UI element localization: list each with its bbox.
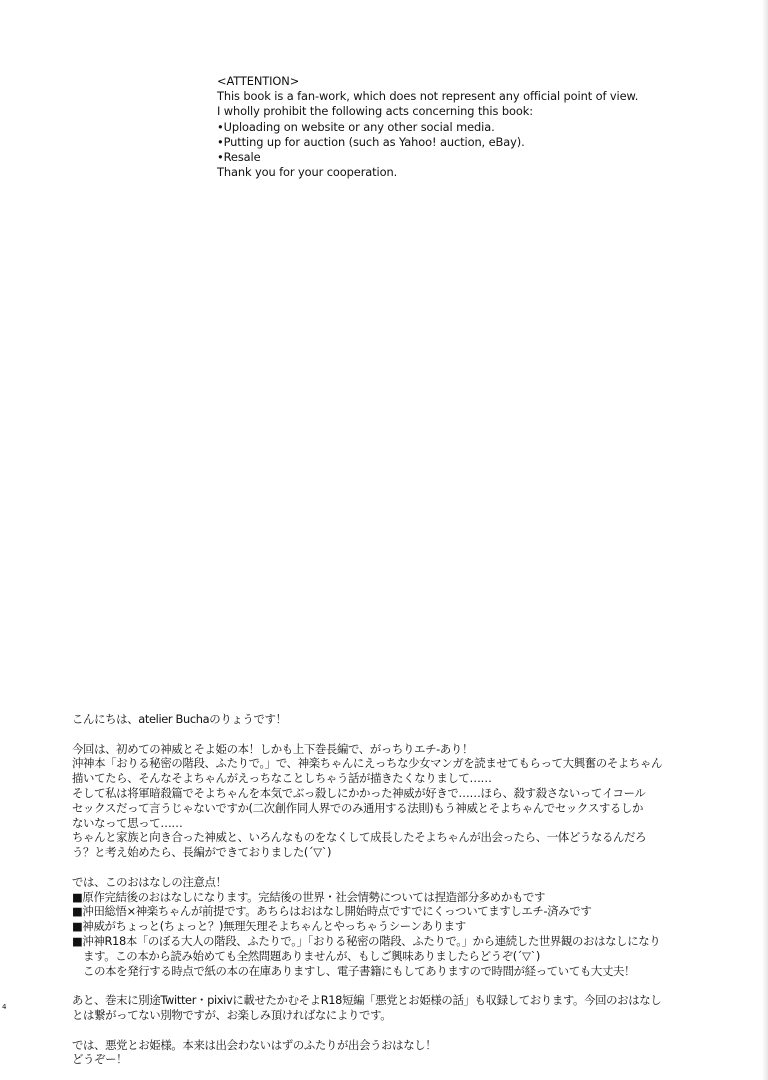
attention-notice bbox=[217, 74, 717, 180]
note-item: ■沖神R18本「のぼる大人の階段、ふたりで。」「おりる秘密の階段、ふたりで。」から連続した世界観のおはなしになり bbox=[72, 933, 661, 948]
notes-heading: では、このおはなしの注意点！ bbox=[72, 874, 227, 889]
page-number: 4 bbox=[2, 1003, 7, 1011]
page-edge bbox=[762, 0, 768, 1080]
attention-line: Thank you for your cooperation. bbox=[217, 165, 398, 180]
afterword-line: 描いてたら、そんなそよちゃんがえっちなことしちゃう話が描きたくなりまして…… bbox=[72, 771, 492, 786]
note-item-continued: ます。この本から読み始めても全然問題ありませんが、もしご興味ありましたらどうぞ(´▽`) bbox=[72, 948, 541, 963]
afterword-line: 沖神本「おりる秘密の階段、ふたりで。」で、神楽ちゃんにえっちな少女マンガを読ませてもらって大興奮のそよちゃん bbox=[72, 756, 663, 771]
attention-line: •Uploading on website or any other social media. bbox=[217, 119, 495, 134]
afterword-line: 今回は、初めての神威とそよ姫の本！しかも上下巻長編で、がっちりエチ-あり！ bbox=[72, 741, 473, 756]
afterword-line: ないなって思って…… bbox=[72, 815, 183, 830]
afterword-closing: では、悪党とお姫様。本来は出会わないはずのふたりが出会うおはなし！ bbox=[72, 1037, 437, 1052]
attention-line: This book is a fan-work, which does not represent any official point of view. bbox=[217, 89, 639, 104]
blank-line bbox=[72, 727, 712, 742]
note-item-continued: この本を発行する時点で紙の本の在庫ありますし、電子書籍にもしてありますので時間が経っていても大丈夫！ bbox=[72, 963, 636, 978]
afterword-closing: どうぞー！ bbox=[72, 1052, 128, 1067]
afterword-line: あと、巻末に別途Twitter・pixivに載せたかむそよR18短編「悪党とお姫様の話」も収録しております。今回のおはなし bbox=[72, 993, 662, 1008]
note-item: ■神威がちょっと(ちょっと？)無理矢理そよちゃんとやっちゃうシーンあります bbox=[72, 919, 466, 934]
attention-line: •Putting up for auction (such as Yahoo! auction, eBay). bbox=[217, 134, 525, 149]
afterword-line: ちゃんと家族と向き合った神威と、いろんなものをなくして成長したそよちゃんが出会ったら、一体どうなるんだろ bbox=[72, 830, 647, 845]
blank-line bbox=[72, 860, 712, 875]
note-item: ■原作完結後のおはなしになります。完結後の世界・社会情勢については捏造部分多めかもです bbox=[72, 889, 545, 904]
attention-line: •Resale bbox=[217, 150, 261, 165]
blank-line bbox=[72, 1023, 712, 1038]
afterword-line: とは繋がってない別物ですが、お楽しみ頂ければなによりです。 bbox=[72, 1007, 392, 1022]
afterword-line: う？と考え始めたら、長編ができておりました(´▽`) bbox=[72, 845, 332, 860]
attention-line: I wholly prohibit the following acts concerning this book: bbox=[217, 104, 533, 119]
afterword-text bbox=[72, 712, 712, 1067]
blank-line bbox=[72, 978, 712, 993]
attention-heading: <ATTENTION> bbox=[217, 74, 300, 88]
note-item: ■沖田総悟×神楽ちゃんが前提です。あちらはおはなし開始時点ですでにくっついてますしエチ-済みです bbox=[72, 904, 592, 919]
afterword-line: セックスだって言うじゃないですか(二次創作同人界でのみ通用する法則)もう神威とそよちゃんでセックスするしか bbox=[72, 800, 644, 815]
afterword-greeting: こんにちは、atelier Buchaのりょうです！ bbox=[72, 712, 287, 726]
afterword-line: そして私は将軍暗殺篇でそよちゃんを本気でぶっ殺しにかかった神威が好きで……ほら、殺す殺さないってイコール bbox=[72, 785, 646, 800]
